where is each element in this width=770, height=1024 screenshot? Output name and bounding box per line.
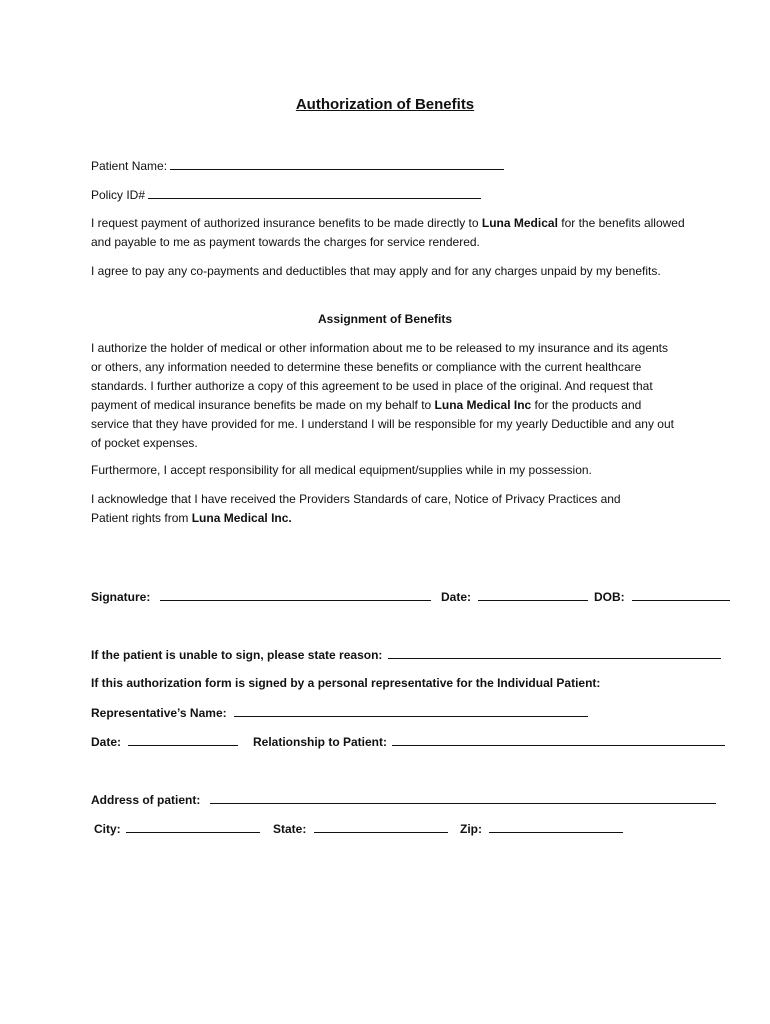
city-field[interactable] (126, 821, 260, 833)
copayment-paragraph: I agree to pay any co-payments and deductibles that may apply and for any charges unpaid by my benefits. (91, 264, 661, 278)
dob-field[interactable] (632, 589, 730, 601)
patient-name-field[interactable] (170, 158, 504, 170)
company-name-inc: Luna Medical Inc (434, 398, 532, 412)
date-field[interactable] (478, 589, 588, 601)
unable-row (91, 647, 721, 662)
policy-id-label: Policy ID# (91, 188, 146, 202)
policy-id-row (91, 187, 481, 202)
acknowledgement-paragraph (91, 490, 651, 528)
company-name: Luna Medical (481, 216, 558, 230)
zip-row (460, 821, 623, 836)
zip-field[interactable] (489, 821, 623, 833)
acknowledgement-text: I acknowledge that I have received the Providers Standards of care, Notice of Privacy Practices and Patient rights from (91, 492, 621, 525)
rep-name-field[interactable] (234, 705, 588, 717)
patient-name-label: Patient Name: (91, 159, 168, 173)
address-label: Address of patient: (91, 793, 201, 807)
state-row (273, 821, 448, 836)
signature-field[interactable] (160, 589, 431, 601)
date-label: Date: (441, 590, 472, 604)
rep-date-field[interactable] (128, 734, 238, 746)
dob-label: DOB: (594, 590, 625, 604)
date-row (441, 589, 588, 604)
city-row (94, 821, 260, 836)
signature-label: Signature: (91, 590, 151, 604)
relationship-row (253, 734, 725, 749)
state-label: State: (273, 822, 307, 836)
state-field[interactable] (314, 821, 448, 833)
address-field[interactable] (210, 792, 716, 804)
payment-request-text-end: for the benefits allowed and payable to me as payment towards the charges for service rendered. (91, 216, 685, 249)
unable-label: If the patient is unable to sign, please state reason: (91, 648, 383, 662)
rep-date-label: Date: (91, 735, 122, 749)
unable-reason-field[interactable] (388, 647, 721, 659)
zip-label: Zip: (460, 822, 482, 836)
company-name-full: Luna Medical Inc. (191, 511, 292, 525)
policy-id-field[interactable] (148, 187, 481, 199)
relationship-label: Relationship to Patient: (253, 735, 388, 749)
city-label: City: (94, 822, 121, 836)
assignment-heading: Assignment of Benefits (317, 312, 452, 326)
dob-row (594, 589, 730, 604)
form-title: Authorization of Benefits (295, 96, 475, 113)
payment-request-paragraph (91, 214, 691, 252)
authorization-text: I authorize the holder of medical or other information about me to be released to my insurance and its agents or others, any information needed to determine these benefits or compliance with the current healthcare standards. I further authorize a copy of this agreement to be used in place of the original. And request that payment of medical insurance benefits be made on my behalf to (91, 341, 668, 412)
representative-note: If this authorization form is signed by a personal representative for the Individual Patient: (91, 676, 601, 690)
patient-name-row (91, 158, 504, 173)
relationship-field[interactable] (392, 734, 725, 746)
rep-name-label: Representative’s Name: (91, 706, 227, 720)
signature-row (91, 589, 431, 604)
rep-date-row (91, 734, 238, 749)
authorization-paragraph (91, 339, 679, 453)
rep-name-row (91, 705, 588, 720)
address-row (91, 792, 716, 807)
responsibility-paragraph: Furthermore, I accept responsibility for all medical equipment/supplies while in my possession. (91, 463, 592, 477)
authorization-text-end: for the products and service that they have provided for me. I understand I will be responsible for my yearly Deductible and any out of pocket expenses. (91, 398, 674, 450)
payment-request-text: I request payment of authorized insurance benefits to be made directly to (91, 216, 482, 230)
